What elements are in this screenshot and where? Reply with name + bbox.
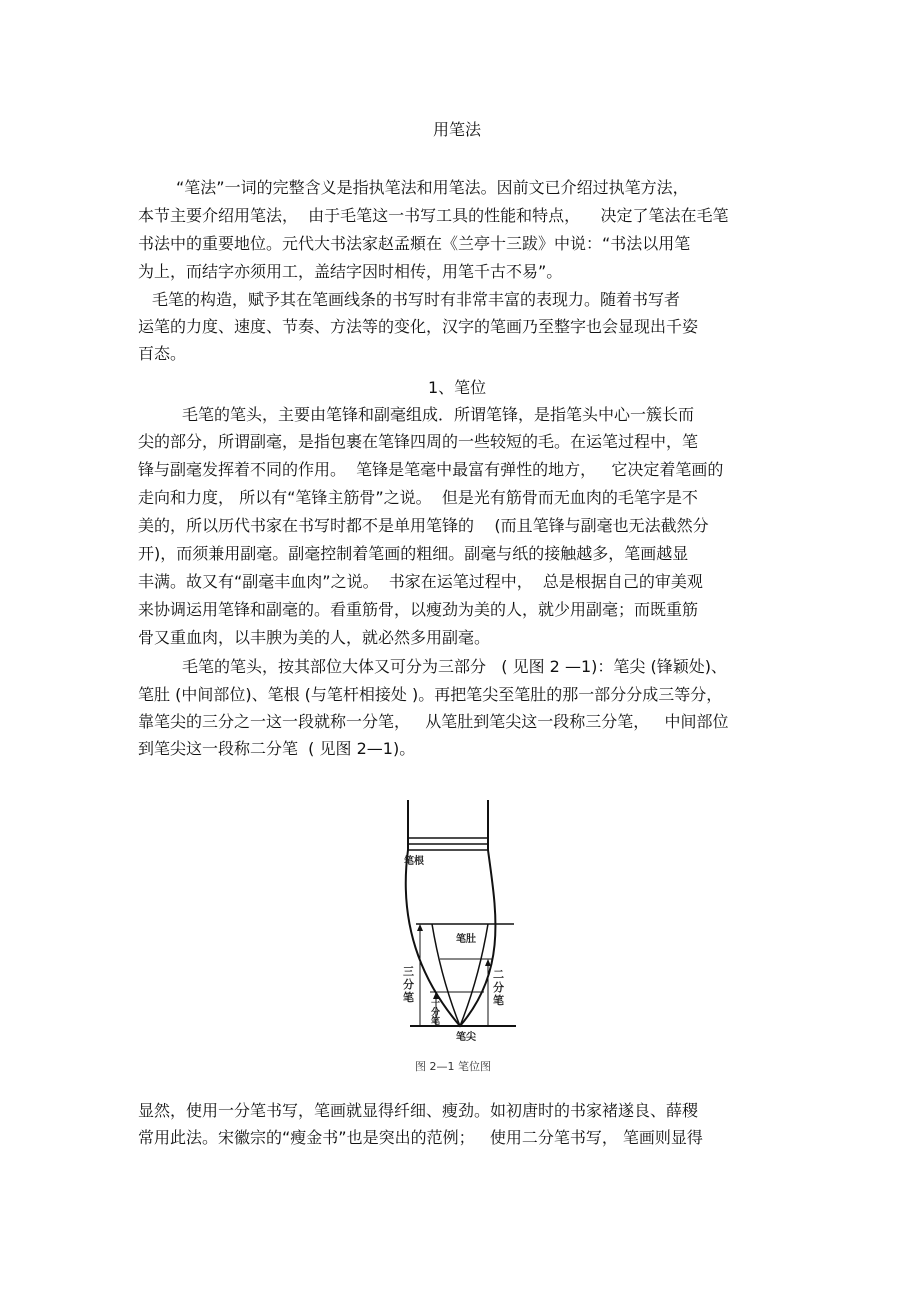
paragraph-line: 尖的部分，所谓副毫，是指包裹在笔锋四周的一些较短的毛。在运笔过程中，笔 bbox=[138, 432, 699, 451]
paragraph-line: 本节主要介绍用笔法， 由于毛笔这一书写工具的性能和特点， 决定了笔法在毛笔 bbox=[138, 206, 729, 225]
label-two-part-char: 分 bbox=[493, 981, 504, 994]
page-title: 用笔法 bbox=[433, 120, 482, 139]
paragraph-line: 毛笔的笔头，按其部位大体又可分为三部分 ( 见图 2 —1)：笔尖 (锋颖处)、 bbox=[182, 657, 727, 676]
label-two-part-char: 笔 bbox=[493, 994, 504, 1007]
paragraph-line: 运笔的力度、速度、节奏、方法等的变化，汉字的笔画乃至整字也会显现出千姿 bbox=[138, 317, 699, 336]
paragraph-line: 丰满。故又有“副毫丰血肉”之说。 书家在运笔过程中， 总是根据自己的审美观 bbox=[138, 572, 703, 591]
paragraph-line: 到笔尖这一段称二分笔 ( 见图 2—1)。 bbox=[138, 739, 416, 758]
section-heading: 1、笔位 bbox=[428, 378, 487, 397]
label-brush-belly: 笔肚 bbox=[456, 934, 476, 945]
label-brush-root: 笔根 bbox=[404, 856, 424, 867]
paragraph-line: 毛笔的构造，赋予其在笔画线条的书写时有非常丰富的表现力。随着书写者 bbox=[152, 290, 681, 309]
paragraph-line: 书法中的重要地位。元代大书法家赵孟頫在《兰亭十三跋》中说：“书法以用笔 bbox=[138, 234, 691, 253]
three-part-arrowhead bbox=[417, 924, 423, 931]
paragraph-line: 开)，而须兼用副毫。副毫控制着笔画的粗细。副毫与纸的接触越多，笔画越显 bbox=[138, 544, 689, 563]
two-part-arrowhead bbox=[485, 959, 491, 966]
label-brush-tip: 笔尖 bbox=[456, 1032, 476, 1043]
label-one-part-char: 一 bbox=[431, 999, 441, 1009]
paragraph-line: 百态。 bbox=[138, 344, 187, 363]
label-one-part-char: 分 bbox=[431, 1008, 441, 1018]
brush-diagram bbox=[372, 800, 552, 1080]
paragraph-line: 骨又重血肉，以丰腴为美的人，就必然多用副毫。 bbox=[138, 628, 491, 647]
paragraph-line: 显然，使用一分笔书写，笔画就显得纤细、瘦劲。如初唐时的书家褚遂良、薛稷 bbox=[138, 1101, 699, 1120]
paragraph-line: 锋与副毫发挥着不同的作用。 笔锋是笔毫中最富有弹性的地方， 它决定着笔画的 bbox=[138, 460, 724, 479]
label-three-part-char: 分 bbox=[403, 978, 414, 991]
label-two-part-char: 二 bbox=[493, 968, 504, 981]
figure-caption: 图 2—1 笔位图 bbox=[415, 1060, 491, 1073]
label-three-part-char: 笔 bbox=[403, 991, 414, 1004]
paragraph-line: 走向和力度， 所以有“笔锋主筋骨”之说。 但是光有筋骨而无血肉的毛笔字是不 bbox=[138, 488, 698, 507]
paragraph-line: 为上，而结字亦须用工，盖结字因时相传，用笔千古不易”。 bbox=[138, 262, 563, 281]
paragraph-line: 笔肚 (中间部位)、笔根 (与笔杆相接处 )。再把笔尖至笔肚的那一部分分成三等分， bbox=[138, 685, 723, 704]
paragraph-line: 毛笔的笔头，主要由笔锋和副毫组成．所谓笔锋，是指笔头中心一簇长而 bbox=[182, 405, 695, 424]
label-one-part-char: 笔 bbox=[431, 1017, 441, 1027]
paragraph-line: “笔法”一词的完整含义是指执笔法和用笔法。因前文已介绍过执笔方法， bbox=[176, 178, 689, 197]
paragraph-line: 常用此法。宋徽宗的“瘦金书”也是突出的范例； 使用二分笔书写， 笔画则显得 bbox=[138, 1128, 703, 1147]
label-three-part-char: 三 bbox=[403, 965, 414, 978]
paragraph-line: 美的，所以历代书家在书写时都不是单用笔锋的 (而且笔锋与副毫也无法截然分 bbox=[138, 516, 709, 535]
paragraph-line: 靠笔尖的三分之一这一段就称一分笔， 从笔肚到笔尖这一段称三分笔， 中间部位 bbox=[138, 712, 729, 731]
brush-position-figure bbox=[372, 800, 552, 1080]
paragraph-line: 来协调运用笔锋和副毫的。看重筋骨，以瘦劲为美的人，就少用副毫；而既重筋 bbox=[138, 600, 699, 619]
